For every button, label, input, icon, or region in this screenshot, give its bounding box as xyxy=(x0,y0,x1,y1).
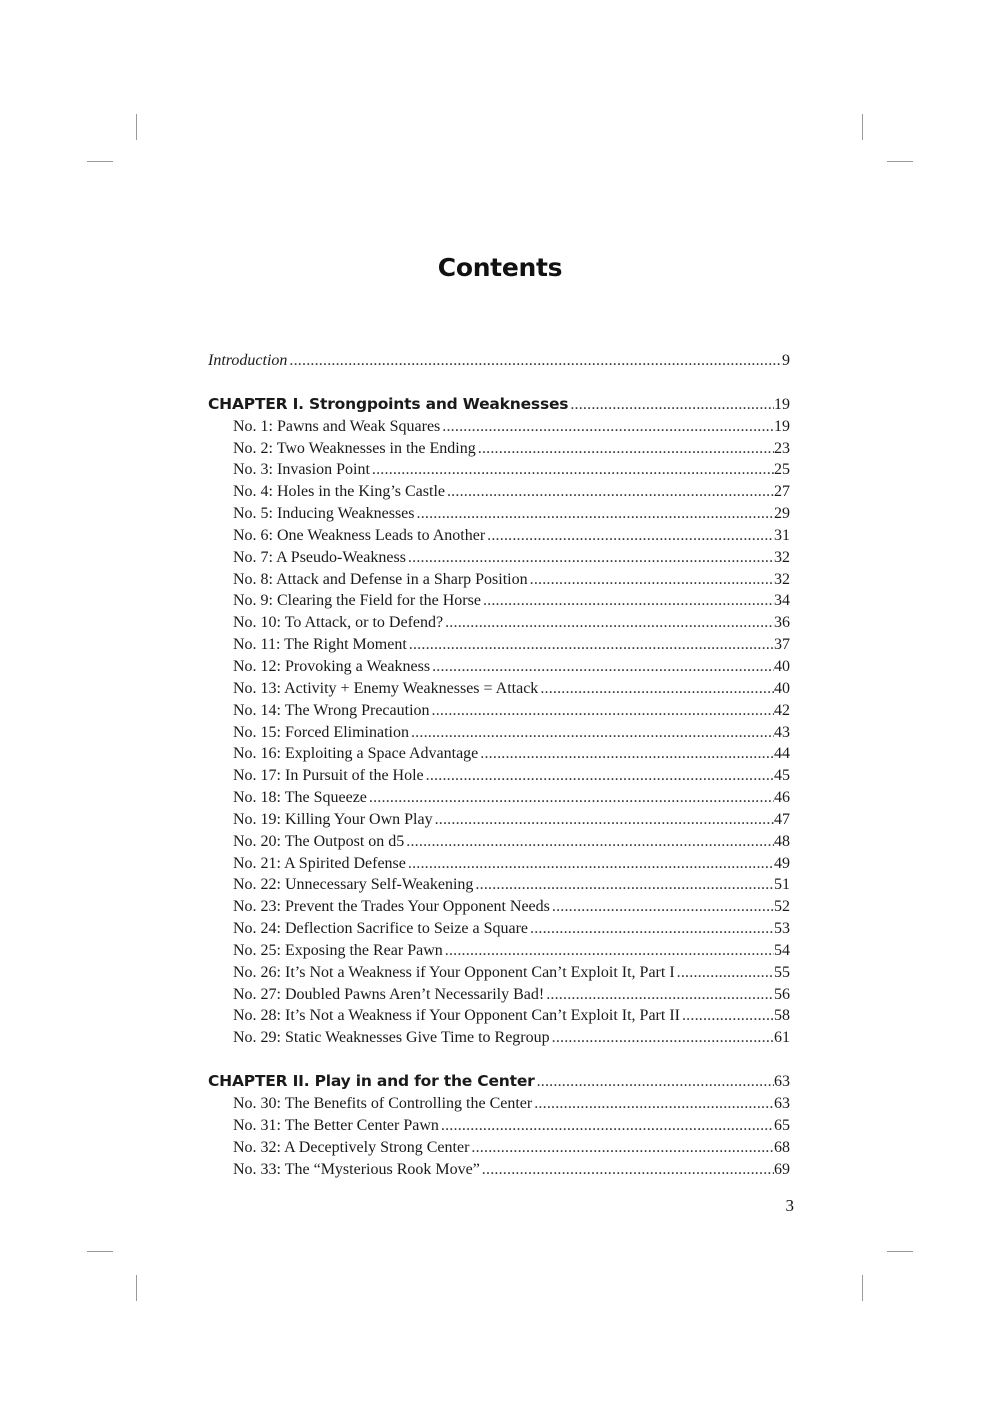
toc-entry-label: No. 18: The Squeeze xyxy=(233,789,367,807)
dot-leader xyxy=(528,569,774,591)
toc-entry-label: No. 1: Pawns and Weak Squares xyxy=(233,417,441,435)
toc-entry-label: No. 5: Inducing Weaknesses xyxy=(233,505,415,523)
dot-leader xyxy=(476,438,774,460)
page-number: 3 xyxy=(785,1196,794,1215)
toc-intro-row[interactable] xyxy=(208,350,790,372)
toc-entry-row[interactable] xyxy=(208,1027,790,1049)
dot-leader xyxy=(528,918,774,940)
toc-entry-label: No. 33: The “Mysterious Rook Move” xyxy=(233,1160,480,1178)
toc-entry-page: 46 xyxy=(774,789,790,807)
toc-entry-row[interactable] xyxy=(208,765,790,787)
toc-entry-row[interactable] xyxy=(208,1005,790,1027)
toc-entry-row[interactable] xyxy=(208,853,790,875)
toc-entry-row[interactable] xyxy=(208,678,790,700)
toc-entry-page: 42 xyxy=(774,701,790,719)
toc-entry-label: No. 25: Exposing the Rear Pawn xyxy=(233,941,443,959)
toc-entry-label: No. 20: The Outpost on d5 xyxy=(233,832,405,850)
toc-entry-page: 49 xyxy=(774,854,790,872)
toc-entry-label: No. 31: The Better Center Pawn xyxy=(233,1116,439,1134)
dot-leader xyxy=(485,525,774,547)
toc-entry-page: 58 xyxy=(774,1007,790,1025)
dot-leader xyxy=(433,809,774,831)
toc-entry-row[interactable] xyxy=(208,656,790,678)
toc-entry-page: 44 xyxy=(774,745,790,763)
dot-leader xyxy=(469,1137,774,1159)
toc-entry-page: 23 xyxy=(774,439,790,457)
toc-entry-row[interactable] xyxy=(208,722,790,744)
toc-entry-row[interactable] xyxy=(208,503,790,525)
dot-leader xyxy=(443,940,774,962)
toc-chapter-label: CHAPTER I. Strongpoints and Weaknesses xyxy=(208,394,569,413)
toc-entry-page: 43 xyxy=(774,723,790,741)
toc-entry-page: 48 xyxy=(774,832,790,850)
dot-leader xyxy=(675,962,774,984)
dot-leader xyxy=(478,743,774,765)
toc-entry-row[interactable] xyxy=(208,634,790,656)
toc-entry-page: 25 xyxy=(774,461,790,479)
toc-entry-page: 32 xyxy=(774,570,790,588)
dot-leader xyxy=(568,394,774,416)
toc-entry-label: No. 23: Prevent the Trades Your Opponent Needs xyxy=(233,898,550,916)
toc-entry-row[interactable] xyxy=(208,962,790,984)
toc-entry-page: 56 xyxy=(774,985,790,1003)
dot-leader xyxy=(680,1005,774,1027)
toc-entry-page: 32 xyxy=(774,548,790,566)
toc-entry-label: No. 22: Unnecessary Self-Weakening xyxy=(233,876,474,894)
toc-entry-label: No. 2: Two Weaknesses in the Ending xyxy=(233,439,476,457)
toc-entry-page: 69 xyxy=(774,1160,790,1178)
dot-leader xyxy=(473,874,774,896)
toc-entry-row[interactable] xyxy=(208,590,790,612)
toc-entry-page: 53 xyxy=(774,920,790,938)
toc-entry-page: 19 xyxy=(774,417,790,435)
dot-leader xyxy=(406,853,774,875)
toc-entry-label: No. 24: Deflection Sacrifice to Seize a Square xyxy=(233,920,528,938)
toc-chapter-label: CHAPTER II. Play in and for the Center xyxy=(208,1072,535,1091)
toc-entry-page: 68 xyxy=(774,1138,790,1156)
dot-leader xyxy=(424,765,774,787)
toc-entry-label: No. 32: A Deceptively Strong Center xyxy=(233,1138,470,1156)
toc-entry-page: 45 xyxy=(774,767,790,785)
crop-mark-top-left-horizontal xyxy=(87,161,113,162)
crop-mark-top-right-horizontal xyxy=(887,161,913,162)
toc-entry-label: No. 16: Exploiting a Space Advantage xyxy=(233,745,479,763)
toc-entry-row[interactable] xyxy=(208,874,790,896)
dot-leader xyxy=(550,1027,774,1049)
toc-entry-page: 52 xyxy=(774,898,790,916)
toc-entry-label: No. 14: The Wrong Precaution xyxy=(233,701,430,719)
toc-entry-row[interactable] xyxy=(208,700,790,722)
toc-entry-row[interactable] xyxy=(208,459,790,481)
toc-entry-label: No. 28: It’s Not a Weakness if Your Opponent Can’t Exploit It, Part II xyxy=(233,1007,680,1025)
toc-entry-page: 54 xyxy=(774,941,790,959)
dot-leader xyxy=(367,787,774,809)
toc-entry-row[interactable] xyxy=(208,525,790,547)
dot-leader xyxy=(550,896,774,918)
toc-entry-page: 36 xyxy=(774,614,790,632)
dot-leader xyxy=(287,350,782,372)
dot-leader xyxy=(480,1159,774,1181)
dot-leader xyxy=(439,1115,774,1137)
toc-chapter-page: 19 xyxy=(774,395,790,413)
spacer xyxy=(208,372,790,394)
toc-entry-label: No. 3: Invasion Point xyxy=(233,461,370,479)
chapter-list xyxy=(208,394,790,1181)
toc-entry-label: No. 12: Provoking a Weakness xyxy=(233,657,431,675)
dot-leader xyxy=(370,459,774,481)
toc-entry-label: No. 15: Forced Elimination xyxy=(233,723,409,741)
crop-mark-top-left-vertical xyxy=(136,114,137,140)
toc-entry-label: No. 29: Static Weaknesses Give Time to Regroup xyxy=(233,1029,550,1047)
spacer xyxy=(208,1049,790,1071)
toc-entry-row[interactable] xyxy=(208,940,790,962)
toc-entry-row[interactable] xyxy=(208,416,790,438)
toc-entry-row[interactable] xyxy=(208,438,790,460)
toc-entry-label: No. 30: The Benefits of Controlling the Center xyxy=(233,1095,533,1112)
toc-chapter-row[interactable] xyxy=(208,1071,790,1093)
toc-chapter-row[interactable] xyxy=(208,394,790,416)
dot-leader xyxy=(404,831,774,853)
toc-entry-page: 55 xyxy=(774,963,790,981)
toc-entry-label: No. 27: Doubled Pawns Aren’t Necessarily Bad! xyxy=(233,985,545,1003)
toc-intro-page: 9 xyxy=(782,352,790,369)
toc-entry-page: 61 xyxy=(774,1029,790,1047)
toc-entry-row[interactable] xyxy=(208,1137,790,1159)
toc-chapter-page: 63 xyxy=(774,1073,790,1091)
dot-leader xyxy=(440,416,774,438)
dot-leader xyxy=(407,634,774,656)
crop-mark-bottom-left-horizontal xyxy=(87,1251,113,1252)
toc-entry-label: No. 7: A Pseudo-Weakness xyxy=(233,548,406,566)
toc-entry-row[interactable] xyxy=(208,481,790,503)
toc-entry-row[interactable] xyxy=(208,787,790,809)
toc-entry-row[interactable] xyxy=(208,743,790,765)
toc-entry-label: No. 19: Killing Your Own Play xyxy=(233,810,433,828)
dot-leader xyxy=(406,547,774,569)
dot-leader xyxy=(409,722,774,744)
dot-leader xyxy=(481,590,774,612)
crop-mark-top-right-vertical xyxy=(862,114,863,140)
toc-entry-label: No. 17: In Pursuit of the Hole xyxy=(233,767,424,785)
toc-entry-label: No. 4: Holes in the King’s Castle xyxy=(233,483,445,501)
toc-entry-page: 40 xyxy=(774,679,790,697)
dot-leader xyxy=(535,1071,774,1093)
crop-mark-bottom-right-horizontal xyxy=(887,1251,913,1252)
toc-intro-label: Introduction xyxy=(208,352,288,369)
dot-leader xyxy=(445,481,774,503)
toc-entry-label: No. 10: To Attack, or to Defend? xyxy=(233,614,444,632)
page-title: Contents xyxy=(437,253,563,282)
toc-entry-page: 37 xyxy=(774,636,790,654)
toc-entry-label: No. 11: The Right Moment xyxy=(233,636,407,654)
toc-entry-row[interactable] xyxy=(208,1093,790,1115)
toc-entry-row[interactable] xyxy=(208,1115,790,1137)
toc-entry-page: 31 xyxy=(774,526,790,544)
table-of-contents xyxy=(208,350,790,1180)
toc-entry-row[interactable] xyxy=(208,918,790,940)
crop-mark-bottom-left-vertical xyxy=(136,1275,137,1301)
toc-entry-label: No. 8: Attack and Defense in a Sharp Position xyxy=(233,570,528,588)
toc-entry-label: No. 21: A Spirited Defense xyxy=(233,854,406,872)
toc-entry-row[interactable] xyxy=(208,831,790,853)
toc-entry-row[interactable] xyxy=(208,984,790,1006)
dot-leader xyxy=(538,678,774,700)
toc-entry-label: No. 26: It’s Not a Weakness if Your Opponent Can’t Exploit It, Part I xyxy=(233,963,675,981)
toc-entry-label: No. 6: One Weakness Leads to Another xyxy=(233,526,486,544)
toc-entry-label: No. 13: Activity + Enemy Weaknesses = Attack xyxy=(233,679,539,697)
dot-leader xyxy=(532,1093,774,1115)
dot-leader xyxy=(430,700,774,722)
crop-mark-bottom-right-vertical xyxy=(862,1275,863,1301)
toc-entry-page: 65 xyxy=(774,1116,790,1134)
toc-entry-row[interactable] xyxy=(208,896,790,918)
toc-entry-row[interactable] xyxy=(208,1159,790,1181)
toc-entry-row[interactable] xyxy=(208,547,790,569)
toc-entry-row[interactable] xyxy=(208,809,790,831)
dot-leader xyxy=(415,503,775,525)
toc-entry-page: 47 xyxy=(774,810,790,828)
toc-entry-row[interactable] xyxy=(208,569,790,591)
toc-entry-page: 34 xyxy=(774,592,790,610)
dot-leader xyxy=(430,656,774,678)
toc-entry-page: 40 xyxy=(774,657,790,675)
toc-entry-row[interactable] xyxy=(208,612,790,634)
toc-entry-page: 29 xyxy=(774,505,790,523)
toc-entry-page: 27 xyxy=(774,483,790,501)
toc-entry-page: 63 xyxy=(774,1095,790,1112)
dot-leader xyxy=(443,612,774,634)
toc-entry-label: No. 9: Clearing the Field for the Horse xyxy=(233,592,481,610)
dot-leader xyxy=(544,984,774,1006)
toc-entry-page: 51 xyxy=(774,876,790,894)
